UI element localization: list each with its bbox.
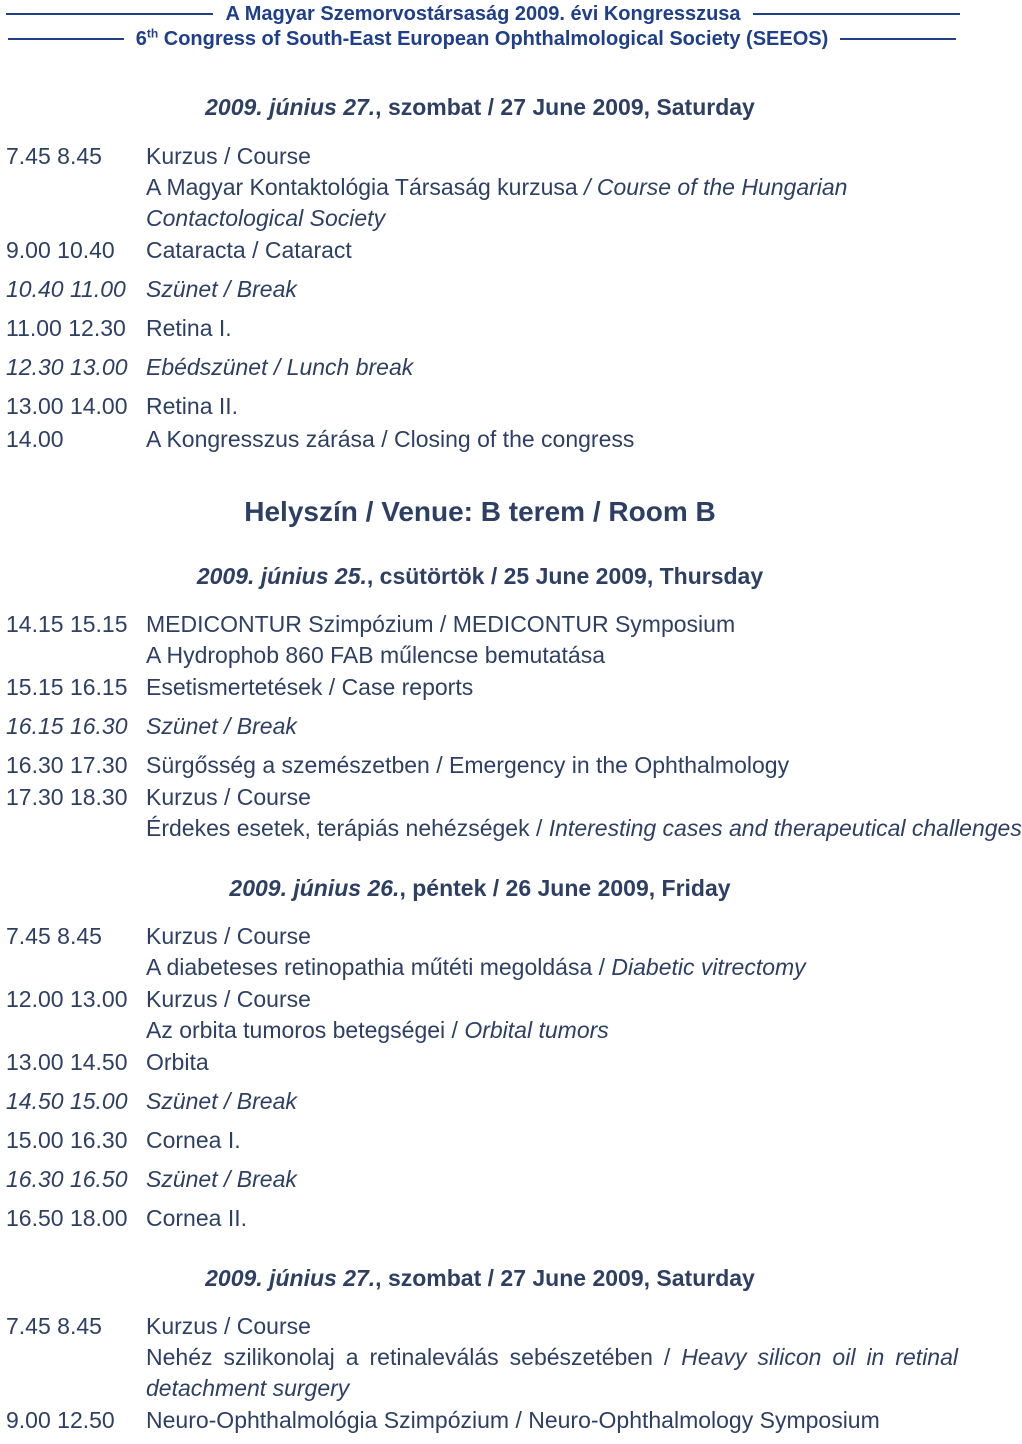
row-title: Kurzus / Course: [146, 143, 311, 169]
date-main: 2009. június 27.: [205, 94, 376, 120]
date-rest: , csütörtök / 25 June 2009, Thursday: [366, 563, 764, 589]
row-title: Kurzus / Course: [146, 986, 311, 1012]
subtitle-en: Heavy silicon oil in retinal detachment surgery: [146, 1344, 958, 1401]
row-subtitle: [146, 1342, 958, 1404]
subtitle-en: Diabetic vitrectomy: [611, 954, 806, 980]
subtitle-en: / Course of the Hungarian Contactological Society: [146, 174, 848, 231]
header-ordinal: 6: [135, 27, 147, 50]
row-title: Ebédszünet / Lunch break: [146, 354, 414, 380]
row-description: [146, 1311, 958, 1404]
row-title: Kurzus / Course: [146, 923, 311, 949]
day-heading-saturday: [0, 1265, 960, 1292]
row-subtitle: [146, 172, 958, 234]
day-heading-saturday-top: [0, 94, 960, 121]
header-congress-name: Congress of South-East European Ophthalmological Society (SEEOS): [158, 27, 829, 50]
row-time: 14.00: [6, 426, 64, 452]
subtitle-hu: Érdekes esetek, terápiás nehézségek /: [146, 815, 549, 841]
row-time: 14.15 15.15: [6, 611, 128, 637]
date-main: 2009. június 25.: [196, 563, 367, 589]
subtitle-en: Interesting cases and therapeutical challenges: [548, 815, 1022, 841]
row-time: 16.30 17.30: [6, 752, 128, 778]
subtitle-hu: A Magyar Kontaktológia Társaság kurzusa: [146, 174, 578, 200]
row-time: 16.15 16.30: [6, 713, 128, 739]
venue-heading: Helyszín / Venue: B terem / Room B: [244, 496, 716, 527]
day-heading-friday: [0, 875, 960, 902]
row-title: Szünet / Break: [146, 713, 297, 739]
row-subtitle: [146, 813, 1022, 844]
row-time: 10.40 11.00: [6, 276, 126, 302]
row-title: Retina II.: [146, 393, 239, 419]
date-main: 2009. június 27.: [205, 1265, 376, 1291]
subtitle-hu: Nehéz szilikonolaj a retinaleválás sebészetében /: [146, 1344, 682, 1370]
row-time: 9.00 12.50: [6, 1407, 115, 1433]
row-time: 15.15 16.15: [6, 674, 128, 700]
row-time: 7.45 8.45: [6, 923, 102, 949]
row-title: Kurzus / Course: [146, 784, 311, 810]
row-subtitle: A Hydrophob 860 FAB műlencse bemutatása: [146, 642, 606, 668]
row-time: 7.45 8.45: [6, 1313, 102, 1339]
row-title: Retina I.: [146, 315, 232, 341]
row-subtitle: [146, 952, 958, 983]
row-description: [146, 141, 958, 234]
date-main: 2009. június 26.: [229, 875, 400, 901]
row-title: Orbita: [146, 1049, 209, 1075]
subtitle-hu: A diabeteses retinopathia műtéti megoldása /: [146, 954, 612, 980]
row-description: [146, 782, 1022, 844]
row-title: Cataracta / Cataract: [146, 237, 352, 263]
row-title: Esetismertetések / Case reports: [146, 674, 474, 700]
header-line-english: [0, 27, 960, 51]
row-time: 17.30 18.30: [6, 784, 128, 810]
row-title: Neuro-Ophthalmológia Szimpózium / Neuro-Ophthalmology Symposium: [146, 1407, 880, 1433]
header-ordinal-suffix: th: [146, 25, 159, 40]
row-time: 16.30 16.50: [6, 1166, 128, 1192]
row-description: [146, 984, 958, 1046]
row-title: A Kongresszus zárása / Closing of the congress: [146, 426, 635, 452]
subtitle-en: Orbital tumors: [464, 1017, 609, 1043]
row-title: MEDICONTUR Szimpózium / MEDICONTUR Symposium: [146, 611, 736, 637]
row-title: Kurzus / Course: [146, 1313, 311, 1339]
row-description: [146, 921, 958, 983]
row-time: 12.30 13.00: [6, 354, 128, 380]
page-header: [0, 0, 960, 56]
row-time: 14.50 15.00: [6, 1088, 128, 1114]
day-heading-thursday: [0, 563, 960, 590]
row-time: 13.00 14.50: [6, 1049, 128, 1075]
header-title-hu: A Magyar Szemorvostársaság 2009. évi Kongresszusa: [225, 2, 741, 25]
row-title: Szünet / Break: [146, 1166, 297, 1192]
row-time: 7.45 8.45: [6, 143, 102, 169]
row-title: Szünet / Break: [146, 1088, 297, 1114]
header-title-en: [124, 25, 841, 51]
row-time: 11.00 12.30: [6, 315, 126, 341]
row-time: 15.00 16.30: [6, 1127, 128, 1153]
subtitle-hu: Az orbita tumoros betegségei /: [146, 1017, 465, 1043]
row-time: 16.50 18.00: [6, 1205, 128, 1231]
row-time: 9.00 10.40: [6, 237, 115, 263]
row-description: [146, 609, 958, 671]
date-rest: , péntek / 26 June 2009, Friday: [399, 875, 731, 901]
date-rest: , szombat / 27 June 2009, Saturday: [375, 1265, 755, 1291]
row-title: Sürgősség a szemészetben / Emergency in the Ophthalmology: [146, 752, 790, 778]
row-time: 12.00 13.00: [6, 986, 128, 1012]
row-time: 13.00 14.00: [6, 393, 128, 419]
header-line-hungarian: [0, 2, 960, 26]
row-title: Cornea I.: [146, 1127, 241, 1153]
date-rest: , szombat / 27 June 2009, Saturday: [375, 94, 755, 120]
row-title: Cornea II.: [146, 1205, 247, 1231]
row-title: Szünet / Break: [146, 276, 297, 302]
row-subtitle: [146, 1015, 958, 1046]
